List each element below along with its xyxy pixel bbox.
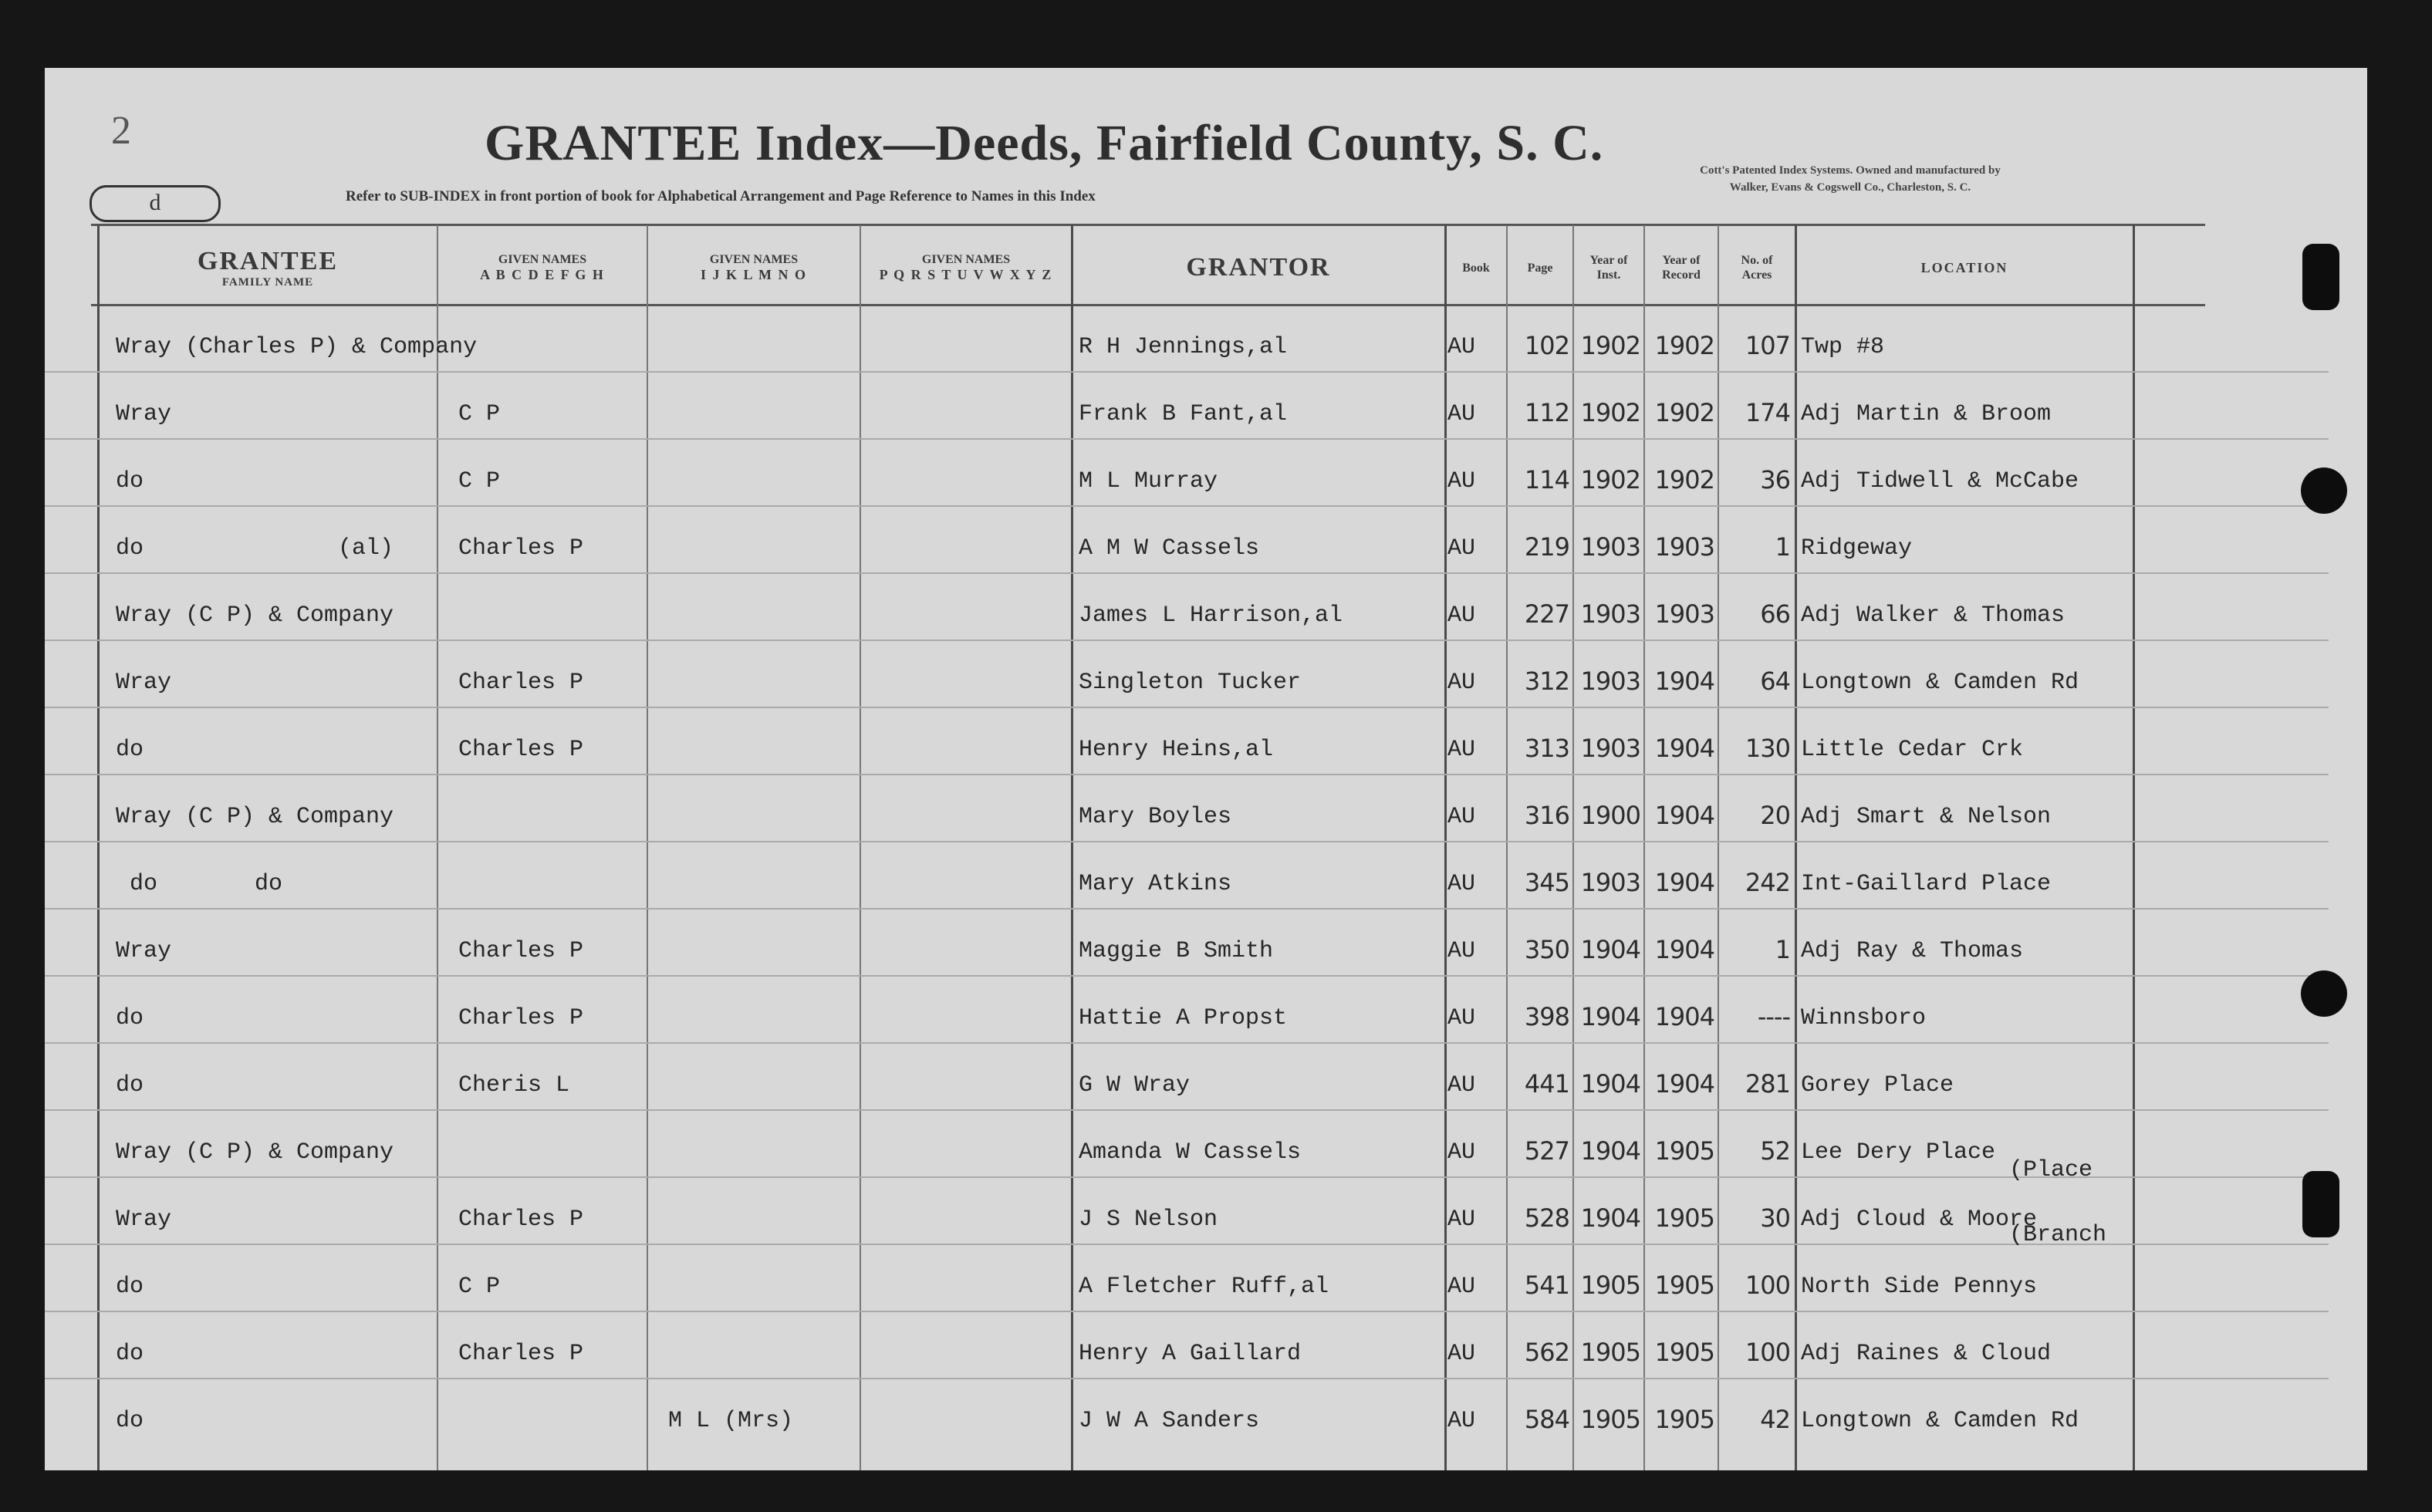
year-of-record: 1905	[1654, 1405, 1714, 1434]
page-number-cell: 316	[1524, 801, 1569, 830]
book-code: AU	[1447, 468, 1476, 494]
table-row	[45, 708, 2329, 775]
page-number-cell: 345	[1524, 868, 1569, 897]
year-of-record: 1905	[1654, 1271, 1714, 1300]
year-of-instrument: 1904	[1580, 935, 1640, 964]
year-of-record: 1904	[1654, 868, 1714, 897]
year-of-instrument: 1905	[1580, 1405, 1640, 1434]
book-code: AU	[1447, 1005, 1476, 1031]
year-of-record: 1903	[1654, 599, 1714, 629]
location: Adj Walker & Thomas	[1801, 602, 2066, 629]
page-number: 2	[111, 109, 131, 153]
acres: 1	[1775, 532, 1790, 562]
subtitle: Refer to SUB-INDEX in front portion of book for Alphabetical Arrangement and Page Reference to Names in this Index	[346, 188, 1096, 204]
header-book-label: Book	[1462, 261, 1490, 275]
header-given-2-sub: I J K L M N O	[700, 267, 807, 282]
header-page-label: Page	[1527, 261, 1553, 275]
grantee-family-name: do	[116, 1005, 144, 1031]
page-number-cell: 114	[1524, 465, 1569, 494]
page-number-cell: 219	[1524, 532, 1569, 562]
grantee-family-name: Wray (C P) & Company	[116, 804, 394, 830]
grantee-family-name: do	[116, 737, 144, 763]
year-of-record: 1905	[1654, 1203, 1714, 1233]
table-row	[45, 1111, 2329, 1178]
acres: 64	[1760, 667, 1790, 696]
grantee-family-name: do	[116, 1072, 144, 1099]
location: Int-Gaillard Place	[1801, 871, 2052, 897]
table-row	[45, 1245, 2329, 1312]
table-row	[45, 641, 2329, 708]
year-of-instrument: 1904	[1580, 1069, 1640, 1099]
table-row	[45, 574, 2329, 641]
book-code: AU	[1447, 535, 1476, 562]
location: Ridgeway	[1801, 535, 1913, 562]
year-of-instrument: 1905	[1580, 1271, 1640, 1300]
year-of-instrument: 1902	[1580, 331, 1640, 360]
year-of-instrument: 1903	[1580, 734, 1640, 763]
table-row	[45, 1178, 2329, 1245]
book-code: AU	[1447, 1408, 1476, 1434]
acres: 100	[1745, 1271, 1790, 1300]
location: Twp #8	[1801, 334, 1885, 360]
grantor-name: G W Wray	[1079, 1072, 1191, 1099]
acres: ----	[1757, 1002, 1790, 1031]
header-given-3-sub: P Q R S T U V W X Y Z	[879, 267, 1053, 282]
maker-note	[1511, 162, 2190, 196]
grantor-name: James L Harrison,al	[1079, 602, 1343, 629]
maker-line-1: Cott's Patented Index Systems. Owned and manufactured by	[1700, 164, 2001, 177]
acres: 242	[1745, 868, 1790, 897]
grantor-name: Mary Boyles	[1079, 804, 1232, 830]
grantor-name: Frank B Fant,al	[1079, 401, 1288, 427]
grantee-family-name: do (al)	[116, 535, 394, 562]
header-year-record	[1645, 233, 1718, 302]
location: Adj Raines & Cloud	[1801, 1341, 2052, 1367]
year-of-record: 1904	[1654, 935, 1714, 964]
grantor-name: Henry A Gaillard	[1079, 1341, 1302, 1367]
location: Little Cedar Crk	[1801, 737, 2024, 763]
year-of-record: 1904	[1654, 667, 1714, 696]
year-of-record: 1905	[1654, 1136, 1714, 1166]
given-names-a-h: Charles P	[458, 737, 584, 763]
grantor-name: Singleton Tucker	[1079, 670, 1302, 696]
table-row	[45, 507, 2329, 574]
header-acres	[1719, 233, 1795, 302]
page-number-cell: 562	[1524, 1338, 1569, 1367]
given-names-a-h: Charles P	[458, 1005, 584, 1031]
table-row	[45, 1044, 2329, 1111]
year-of-record: 1902	[1654, 465, 1714, 494]
location: Adj Ray & Thomas	[1801, 938, 2024, 964]
acres: 36	[1760, 465, 1790, 494]
grantee-family-name: do	[116, 468, 144, 494]
grantor-name: M L Murray	[1079, 468, 1218, 494]
grantor-name: Maggie B Smith	[1079, 938, 1274, 964]
year-of-instrument: 1904	[1580, 1203, 1640, 1233]
header-year-inst-label: Year of Inst.	[1589, 254, 1628, 282]
acres: 100	[1745, 1338, 1790, 1367]
acres: 107	[1745, 331, 1790, 360]
year-of-record: 1904	[1654, 1069, 1714, 1099]
given-names-a-h: Charles P	[458, 670, 584, 696]
acres: 130	[1745, 734, 1790, 763]
acres: 52	[1760, 1136, 1790, 1166]
header-book	[1446, 233, 1506, 302]
grantee-family-name: do	[116, 1274, 144, 1300]
given-names-a-h: Cheris L	[458, 1072, 570, 1099]
year-of-instrument: 1903	[1580, 599, 1640, 629]
acres: 174	[1745, 398, 1790, 427]
table-row	[45, 373, 2329, 440]
book-code: AU	[1447, 1072, 1476, 1099]
acres: 30	[1760, 1203, 1790, 1233]
year-of-instrument: 1904	[1580, 1002, 1640, 1031]
grantee-family-name: do	[116, 1408, 144, 1434]
location: Adj Cloud & Moore	[1801, 1207, 2038, 1233]
branch-continuation-note: (Branch	[2009, 1222, 2107, 1248]
book-code: AU	[1447, 401, 1476, 427]
book-code: AU	[1447, 670, 1476, 696]
book-code: AU	[1447, 1341, 1476, 1367]
grantee-family-name: Wray (Charles P) & Company	[116, 334, 478, 360]
header-given-1-sub: A B C D E F G H	[480, 267, 605, 282]
table-row	[45, 977, 2329, 1044]
book-code: AU	[1447, 804, 1476, 830]
header-top-rule	[91, 224, 2205, 226]
grantor-name: A Fletcher Ruff,al	[1079, 1274, 1329, 1300]
header-given-3-label: GIVEN NAMES	[921, 253, 1011, 266]
acres: 1	[1775, 935, 1790, 964]
grantee-family-name: do do	[116, 871, 283, 897]
header-grantee	[99, 233, 437, 302]
page-number-cell: 313	[1524, 734, 1569, 763]
header-given-names-1	[438, 233, 647, 302]
grantee-family-name: Wray (C P) & Company	[116, 1139, 394, 1166]
page-number-cell: 541	[1524, 1271, 1569, 1300]
grantee-family-name: Wray	[116, 938, 172, 964]
table-row	[45, 775, 2329, 842]
grantor-name: R H Jennings,al	[1079, 334, 1288, 360]
table-row	[45, 1379, 2329, 1445]
header-location-label: LOCATION	[1920, 259, 2008, 275]
given-names-a-h: Charles P	[458, 535, 584, 562]
page-number-cell: 227	[1524, 599, 1569, 629]
given-names-i-o: M L (Mrs)	[668, 1408, 794, 1434]
year-of-record: 1904	[1654, 801, 1714, 830]
acres: 66	[1760, 599, 1790, 629]
year-of-record: 1903	[1654, 532, 1714, 562]
table-row	[45, 440, 2329, 507]
header-page	[1508, 233, 1572, 302]
deed-rows	[45, 305, 2329, 1445]
header-grantor	[1072, 233, 1444, 302]
grantor-name: J S Nelson	[1079, 1207, 1218, 1233]
acres: 42	[1760, 1405, 1790, 1434]
year-of-record: 1904	[1654, 1002, 1714, 1031]
table-row	[45, 910, 2329, 977]
given-names-a-h: C P	[458, 468, 501, 494]
grantor-name: Mary Atkins	[1079, 871, 1232, 897]
header-year-record-label: Year of Record	[1662, 254, 1701, 282]
location: Lee Dery Place	[1801, 1139, 1996, 1166]
page-number-cell: 528	[1524, 1203, 1569, 1233]
book-code: AU	[1447, 334, 1476, 360]
binder-slot	[2302, 244, 2339, 310]
grantee-family-name: Wray	[116, 1207, 172, 1233]
location: Winnsboro	[1801, 1005, 1927, 1031]
grantor-name: Hattie A Propst	[1079, 1005, 1288, 1031]
grantee-family-name: do	[116, 1341, 144, 1367]
grantor-name: Henry Heins,al	[1079, 737, 1274, 763]
year-of-instrument: 1904	[1580, 1136, 1640, 1166]
year-of-record: 1902	[1654, 331, 1714, 360]
location: Adj Smart & Nelson	[1801, 804, 2052, 830]
page-number-cell: 584	[1524, 1405, 1569, 1434]
table-row	[45, 1312, 2329, 1379]
header-grantor-label: GRANTOR	[1186, 253, 1331, 282]
book-code: AU	[1447, 871, 1476, 897]
page-number-cell: 350	[1524, 935, 1569, 964]
header-given-names-2	[648, 233, 860, 302]
given-names-a-h: C P	[458, 1274, 501, 1300]
grantee-family-name: Wray	[116, 670, 172, 696]
book-code: AU	[1447, 1207, 1476, 1233]
year-of-record: 1904	[1654, 734, 1714, 763]
location: Longtown & Camden Rd	[1801, 670, 2079, 696]
binder-hole	[2301, 467, 2347, 514]
header-grantee-label: GRANTEE	[197, 246, 339, 275]
header-grantee-sub: FAMILY NAME	[221, 275, 314, 289]
year-of-record: 1905	[1654, 1338, 1714, 1367]
year-of-instrument: 1902	[1580, 465, 1640, 494]
given-names-a-h: Charles P	[458, 938, 584, 964]
header-given-1-label: GIVEN NAMES	[498, 253, 587, 266]
book-code: AU	[1447, 1274, 1476, 1300]
binder-hole	[2301, 970, 2347, 1017]
page-number-cell: 527	[1524, 1136, 1569, 1166]
location: Adj Tidwell & McCabe	[1801, 468, 2079, 494]
table-row	[45, 842, 2329, 910]
year-of-instrument: 1903	[1580, 667, 1640, 696]
given-names-a-h: Charles P	[458, 1207, 584, 1233]
page-number-cell: 312	[1524, 667, 1569, 696]
location: Longtown & Camden Rd	[1801, 1408, 2079, 1434]
grantor-name: A M W Cassels	[1079, 535, 1260, 562]
year-of-instrument: 1900	[1580, 801, 1640, 830]
year-of-instrument: 1903	[1580, 868, 1640, 897]
page-number-cell: 398	[1524, 1002, 1569, 1031]
given-names-a-h: Charles P	[458, 1341, 584, 1367]
table-row	[45, 305, 2329, 373]
header-given-names-3	[861, 233, 1071, 302]
year-of-instrument: 1905	[1580, 1338, 1640, 1367]
place-continuation-note: (Place	[2009, 1157, 2093, 1183]
index-card	[45, 68, 2367, 1470]
grantor-name: Amanda W Cassels	[1079, 1139, 1302, 1166]
book-code: AU	[1447, 938, 1476, 964]
grantee-family-name: Wray (C P) & Company	[116, 602, 394, 629]
page-number-cell: 112	[1524, 398, 1569, 427]
year-of-instrument: 1902	[1580, 398, 1640, 427]
grantee-family-name: Wray	[116, 401, 172, 427]
location: North Side Pennys	[1801, 1274, 2038, 1300]
acres: 20	[1760, 801, 1790, 830]
tab-letter: d	[90, 185, 221, 222]
book-code: AU	[1447, 1139, 1476, 1166]
location: Adj Martin & Broom	[1801, 401, 2052, 427]
maker-line-2: Walker, Evans & Cogswell Co., Charleston, S. C.	[1729, 181, 1971, 194]
given-names-a-h: C P	[458, 401, 501, 427]
grantor-name: J W A Sanders	[1079, 1408, 1260, 1434]
year-of-instrument: 1903	[1580, 532, 1640, 562]
year-of-record: 1902	[1654, 398, 1714, 427]
page-title: GRANTEE Index—Deeds, Fairfield County, S. C.	[485, 115, 1604, 171]
header-given-2-label: GIVEN NAMES	[709, 253, 799, 266]
page-number-cell: 441	[1524, 1069, 1569, 1099]
header-location	[1796, 233, 2133, 302]
acres: 281	[1745, 1069, 1790, 1099]
page-number-cell: 102	[1524, 331, 1569, 360]
header-acres-label: No. of Acres	[1741, 254, 1773, 282]
location: Gorey Place	[1801, 1072, 1954, 1099]
book-code: AU	[1447, 737, 1476, 763]
book-code: AU	[1447, 602, 1476, 629]
header-year-inst	[1574, 233, 1643, 302]
binder-slot	[2302, 1171, 2339, 1237]
